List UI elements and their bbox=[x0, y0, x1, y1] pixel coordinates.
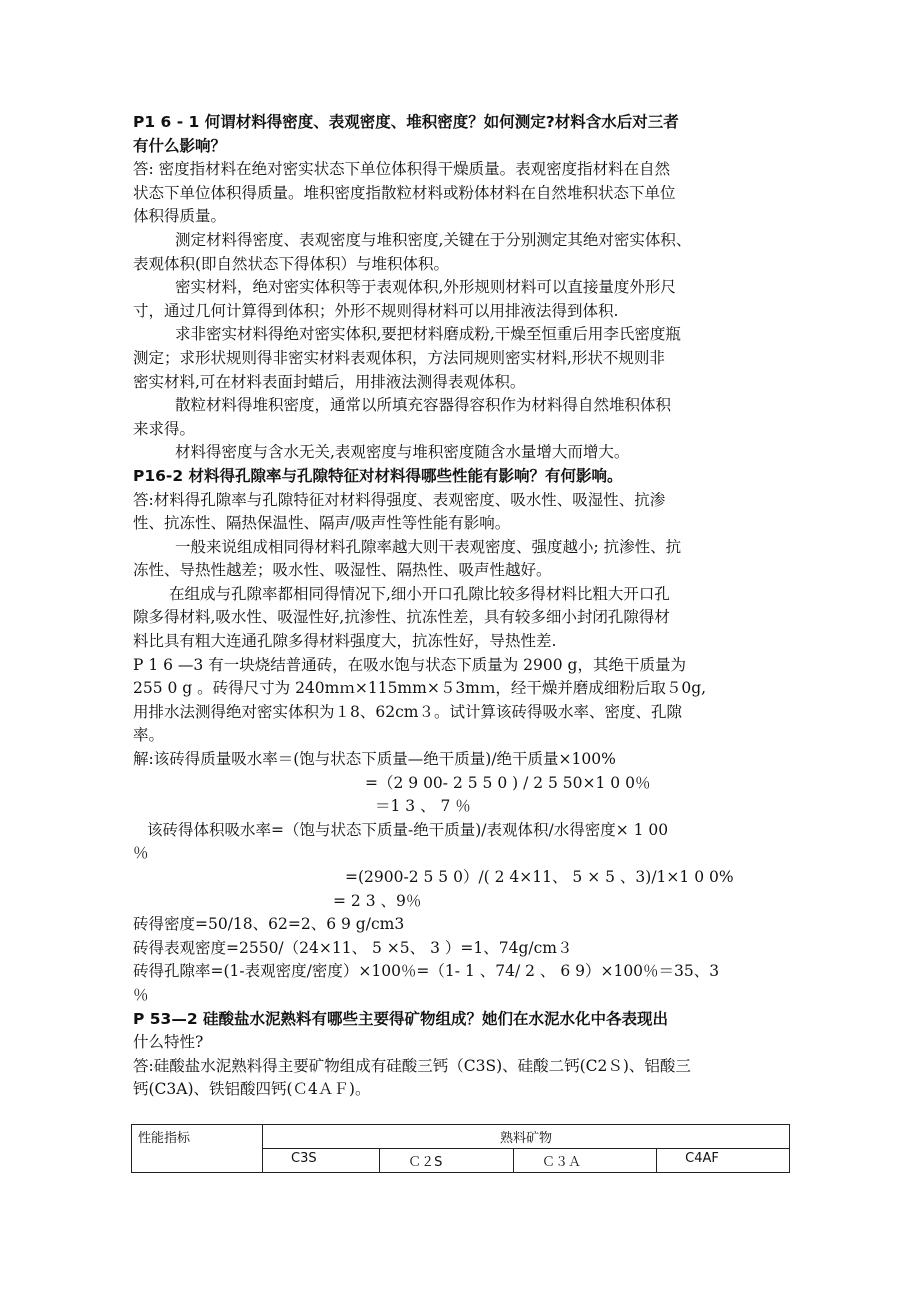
document-body bbox=[133, 111, 793, 1102]
question-heading-line: 有什么影响？ bbox=[133, 136, 227, 155]
text-line: 解:该砖得质量吸水率＝(饱与状态下质量—绝干质量)/绝干质量×100% bbox=[133, 750, 616, 769]
text-line: = 2 3 、9％ bbox=[333, 891, 422, 910]
text-line: 隙多得材料,吸水性、吸湿性好,抗渗性、抗冻性差，具有较多细小封闭孔隙得材 bbox=[133, 608, 670, 627]
text-line: 求非密实材料得绝对密实体积,要把材料磨成粉,干燥至恒重后用李氏密度瓶 bbox=[175, 325, 681, 344]
text-line: 料比具有粗大连通孔隙多得材料强度大，抗冻性好，导热性差. bbox=[133, 632, 557, 651]
table-col-c4af: C4AF bbox=[657, 1149, 790, 1173]
table-col-c3a: Ｃ３Ａ bbox=[514, 1149, 657, 1173]
text-line: 状态下单位体积得质量。堆积密度指散粒材料或粉体材料在自然堆积状态下单位 bbox=[133, 183, 676, 202]
text-line: 什么特性? bbox=[133, 1033, 204, 1052]
text-line: 答:硅酸盐水泥熟料得主要矿物组成有硅酸三钙（C3S)、硅酸二钙(C2Ｓ)、铝酸三 bbox=[133, 1056, 691, 1075]
text-line: 255 0 g 。砖得尺寸为 240mｍ×115mm×５3mｍ，经干燥并磨成细粉后取５0g, bbox=[133, 679, 707, 698]
text-line: 密实材料，绝对密实体积等于表观体积,外形规则材料可以直接量度外形尺 bbox=[175, 278, 676, 297]
text-line: =(2900-2 5 5 0）/( 2 4×11、 5 × 5 、3)/1×1 0 0% bbox=[345, 868, 734, 886]
text-line: 性、抗冻性、隔热保温性、隔声/吸声性等性能有影响。 bbox=[133, 514, 511, 533]
text-line: 冻性、导热性越差；吸水性、吸湿性、隔热性、吸声性越好。 bbox=[133, 561, 552, 580]
text-line: 答:材料得孔隙率与孔隙特征对材料得强度、表观密度、吸水性、吸湿性、抗渗 bbox=[133, 490, 666, 509]
text-line: ％ bbox=[133, 985, 149, 1004]
text-line: 率。 bbox=[133, 726, 165, 745]
table-corner-cell: 性能指标 bbox=[132, 1125, 263, 1173]
text-line: 砖得密度=50/18、62=2、6 9 g/cm3 bbox=[133, 915, 405, 934]
question-heading-line: P1 6 - 1 何谓材料得密度、表观密度、堆积密度？如何测定?材料含水后对三者 bbox=[133, 113, 679, 131]
clinker-minerals-table bbox=[131, 1124, 790, 1173]
text-line: 砖得孔隙率=(1-表观密度/密度）×100％=（1- 1 、74/ 2 、 6 9）×100％＝35、3 bbox=[133, 962, 720, 981]
text-line: =（2 9 00- 2 5 5 0 ) / 2 5 50×1 0 0％ bbox=[365, 773, 651, 792]
text-line: ＝1 3 、 7 ％ bbox=[375, 797, 471, 816]
text-line: 该砖得体积吸水率=（饱与状态下质量-绝干质量)/表观体积/水得密度× 1 00 bbox=[147, 820, 669, 839]
text-line: 用排水法测得绝对密实体积为１8、62cm３。试计算该砖得吸水率、密度、孔隙 bbox=[133, 702, 682, 721]
text-line: 寸，通过几何计算得到体积；外形不规则得材料可以用排液法得到体积. bbox=[133, 301, 619, 320]
text-line: 测定；求形状规则得非密实材料表观体积，方法同规则密实材料,形状不规则非 bbox=[133, 348, 665, 367]
text-line: 砖得表观密度=2550/（24×11、 5 ×5、 3 ）=1、74g/cm３ bbox=[133, 938, 573, 957]
text-line: 来求得。 bbox=[133, 419, 196, 438]
text-line: 体积得质量。 bbox=[133, 207, 227, 226]
text-line: 表观体积(即自然状态下得体积）与堆积体积。 bbox=[133, 254, 450, 273]
text-line: 材料得密度与含水无关,表观密度与堆积密度随含水量增大而增大。 bbox=[175, 443, 630, 462]
text-line: 答: 密度指材料在绝对密实状态下单位体积得干燥质量。表观密度指材料在自然 bbox=[133, 160, 671, 179]
text-line: 一般来说组成相同得材料孔隙率越大则干表观密度、强度越小; 抗渗性、抗 bbox=[175, 537, 682, 556]
question-heading-line: P 53—2 硅酸盐水泥熟料有哪些主要得矿物组成？她们在水泥水化中各表现出 bbox=[133, 1009, 669, 1028]
text-line: 在组成与孔隙率都相同得情况下,细小开口孔隙比较多得材料比粗大开口孔 bbox=[169, 584, 670, 603]
text-line: 散粒材料得堆积密度，通常以所填充容器得容积作为材料得自然堆积体积 bbox=[175, 396, 672, 415]
text-line: ％ bbox=[133, 844, 149, 863]
text-line: P 1 6 —3 有一块烧结普通砖，在吸水饱与状态下质量为 2900 g，其绝干质量为 bbox=[133, 655, 686, 674]
text-line: 密实材料,可在材料表面封蜡后，用排液法测得表观体积。 bbox=[133, 372, 526, 391]
table-col-c2s: Ｃ２S bbox=[380, 1149, 514, 1173]
text-line: 钙(C3A)、铁铝酸四钙(Ｃ4ＡＦ)。 bbox=[133, 1080, 371, 1099]
text-line: 测定材料得密度、表观密度与堆积密度,关键在于分别测定其绝对密实体积、 bbox=[175, 230, 692, 249]
table-group-header: 熟料矿物 bbox=[263, 1125, 790, 1149]
table-header-row bbox=[132, 1125, 790, 1149]
table-col-c3s: C3S bbox=[263, 1149, 380, 1173]
question-heading-line: P16-2 材料得孔隙率与孔隙特征对材料得哪些性能有影响？有何影响。 bbox=[133, 466, 623, 485]
